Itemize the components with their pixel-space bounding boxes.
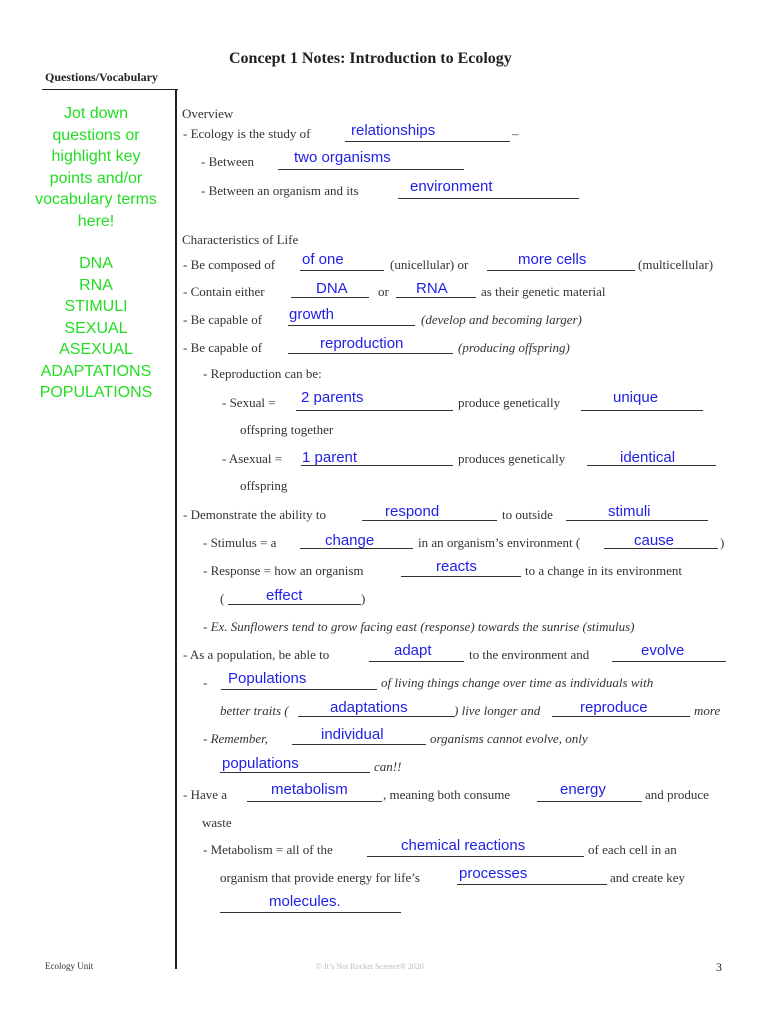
line-label: - Metabolism = all of the <box>203 842 333 857</box>
answer-dna: DNA <box>316 280 348 297</box>
blank-line <box>228 604 361 605</box>
blank-line <box>396 297 476 298</box>
column-heading: Questions/Vocabulary <box>45 70 158 84</box>
line-text: of each cell in an <box>588 842 677 857</box>
answer-populations: Populations <box>228 670 307 687</box>
vocab-term: POPULATIONS <box>39 384 153 401</box>
answer-reproduction: reproduction <box>320 335 404 352</box>
line-text: to the environment and <box>469 647 590 662</box>
answer-growth: growth <box>289 306 335 323</box>
answer-cause: cause <box>634 532 675 549</box>
line-label: - Remember, <box>203 731 268 746</box>
line-text: ) <box>361 591 366 606</box>
line-text: in an organism’s environment ( <box>418 535 581 550</box>
blank-line <box>367 856 584 857</box>
overview-line-label: - Ecology is the study of <box>183 126 311 141</box>
answer-evolve: evolve <box>641 642 685 659</box>
blank-line <box>300 270 384 271</box>
line-text: more <box>694 703 721 718</box>
answer-adaptations: adaptations <box>330 699 408 716</box>
blank-line <box>487 270 635 271</box>
line-text: offspring <box>240 478 288 493</box>
blank-line <box>581 410 703 411</box>
answer-processes: processes <box>459 865 528 882</box>
line-label: - Contain either <box>183 284 265 299</box>
example-text: - Ex. Sunflowers tend to grow facing east (response) towards the sunrise (stimulus) <box>203 619 635 634</box>
vocab-term: DNA <box>79 255 113 272</box>
line-text: (producing offspring) <box>458 340 570 355</box>
footer-unit: Ecology Unit <box>45 961 94 971</box>
sidebar-prompt-line: Jot down <box>63 105 129 122</box>
answer-chemical-reactions: chemical reactions <box>401 837 526 854</box>
answer-metabolism: metabolism <box>271 781 348 798</box>
blank-line <box>298 716 454 717</box>
line-text: ( <box>220 591 225 606</box>
line-label: - Reproduction can be: <box>203 366 322 381</box>
line-label: - Sexual = <box>222 395 276 410</box>
line-label: - Be composed of <box>183 257 276 272</box>
sidebar-prompt-line: highlight key <box>51 148 141 165</box>
line-text: waste <box>202 815 232 830</box>
blank-line <box>296 410 453 411</box>
line-label: - As a population, be able to <box>183 647 330 662</box>
answer-change: change <box>325 532 375 549</box>
blank-line <box>288 353 453 354</box>
line-text: offspring together <box>240 422 334 437</box>
answer-2-parents: 2 parents <box>301 389 364 406</box>
line-text: (multicellular) <box>638 257 714 272</box>
line-text: and create key <box>610 870 686 885</box>
overview-line-label: - Between <box>201 154 255 169</box>
line-label: - Have a <box>183 787 228 802</box>
answer-of-one: of one <box>302 251 344 268</box>
blank-line <box>247 801 382 802</box>
page-title: Concept 1 Notes: Introduction to Ecology <box>229 50 512 67</box>
line-text: of living things change over time as individuals with <box>381 675 654 690</box>
line-label: - Be capable of <box>183 312 263 327</box>
blank-line <box>291 297 369 298</box>
line-text: organism that provide energy for life’s <box>220 870 420 885</box>
line-label: - Be capable of <box>183 340 263 355</box>
overview-line-label: - Between an organism and its <box>201 183 359 198</box>
sidebar-prompt-line: vocabulary terms <box>35 191 157 208</box>
vocab-term: STIMULI <box>64 298 128 315</box>
line-text: organisms cannot evolve, only <box>430 731 588 746</box>
blank-line <box>292 744 426 745</box>
line-text: or <box>378 284 389 299</box>
line-label: - Response = how an organism <box>203 563 364 578</box>
answer-more-cells: more cells <box>518 251 587 268</box>
answer-unique: unique <box>613 389 659 406</box>
header-divider <box>42 89 178 90</box>
line-text: can!! <box>374 759 402 774</box>
line-text: produce genetically <box>458 395 561 410</box>
blank-line <box>221 689 377 690</box>
vocab-term: ADAPTATIONS <box>40 362 152 380</box>
line-text: (develop and becoming larger) <box>421 312 582 327</box>
answer-energy: energy <box>560 781 606 798</box>
footer-copyright: © It’s Not Rocket Science® 2020 <box>316 962 424 971</box>
answer-environment: environment <box>410 178 493 195</box>
answer-stimuli: stimuli <box>608 503 651 520</box>
line-text: produces genetically <box>458 451 566 466</box>
line-text: and produce <box>645 787 709 802</box>
line-text: , meaning both consume <box>383 787 511 802</box>
vocab-term: ASEXUAL <box>59 341 133 358</box>
line-text: ) <box>720 535 725 550</box>
column-divider <box>175 89 177 969</box>
dash-text: – <box>512 126 519 141</box>
answer-respond: respond <box>385 503 440 520</box>
page-number: 3 <box>716 960 722 974</box>
sidebar-prompt-line: here! <box>77 212 115 230</box>
line-text: (unicellular) or <box>390 257 469 272</box>
line-text: to a change in its environment <box>525 563 683 578</box>
answer-individual: individual <box>321 726 384 743</box>
sidebar-prompt-line: questions or <box>52 126 140 144</box>
blank-line <box>220 912 401 913</box>
blank-line <box>612 661 726 662</box>
blank-line <box>566 520 708 521</box>
line-text: as their genetic material <box>481 284 606 299</box>
blank-line <box>278 169 464 170</box>
line-text: ) live longer and <box>454 703 541 718</box>
line-label: - Demonstrate the ability to <box>183 507 326 522</box>
sidebar-prompt-line: points and/or <box>49 169 143 187</box>
blank-line <box>457 884 607 885</box>
line-text: to outside <box>502 507 553 522</box>
vocab-term: SEXUAL <box>64 319 128 337</box>
answer-rna: RNA <box>416 280 448 297</box>
answer-reacts: reacts <box>436 558 477 575</box>
answer-adapt: adapt <box>394 642 432 659</box>
blank-line <box>362 520 497 521</box>
blank-line <box>401 576 521 577</box>
section-heading-overview: Overview <box>182 106 234 121</box>
blank-line <box>369 661 464 662</box>
blank-line <box>537 801 642 802</box>
line-label: - Asexual = <box>222 451 283 466</box>
blank-line <box>345 141 510 142</box>
blank-line <box>398 198 579 199</box>
answer-identical: identical <box>620 449 676 466</box>
blank-line <box>288 325 415 326</box>
answer-1-parent: 1 parent <box>302 449 358 466</box>
answer-two-organisms: two organisms <box>294 149 391 166</box>
vocab-term: RNA <box>79 276 113 294</box>
line-text: better traits ( <box>220 703 289 718</box>
line-label: - Stimulus = a <box>203 535 277 550</box>
answer-reproduce: reproduce <box>580 699 648 716</box>
sidebar-prompt <box>25 103 167 404</box>
answer-effect: effect <box>266 587 303 604</box>
section-heading-characteristics: Characteristics of Life <box>182 232 299 247</box>
line-dash: - <box>203 675 208 690</box>
blank-line <box>220 772 370 773</box>
blank-line <box>552 716 690 717</box>
answer-relationships: relationships <box>351 122 436 139</box>
answer-populations-2: populations <box>222 755 299 772</box>
answer-molecules: molecules. <box>269 893 341 910</box>
